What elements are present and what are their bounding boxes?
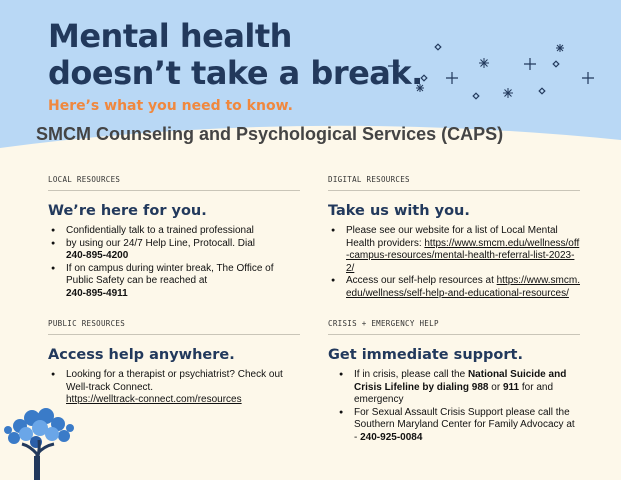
section-label: LOCAL RESOURCES <box>48 175 300 191</box>
local-resources-section <box>48 175 300 300</box>
digital-resources-section <box>328 175 580 300</box>
item-text: For Sexual Assault Crisis Support please call the Southern Maryland Center for Family Advocacy at - <box>354 406 575 443</box>
section-label: DIGITAL RESOURCES <box>328 175 580 191</box>
list-item <box>336 407 580 445</box>
item-text: Confidentially talk to a trained professional <box>66 225 254 236</box>
item-text: or <box>491 381 501 393</box>
list-item <box>48 238 300 263</box>
section-heading: We’re here for you. <box>48 203 207 219</box>
bullet-list <box>48 369 300 407</box>
phone-number[interactable]: 240-895-4911 <box>66 287 128 299</box>
list-item <box>48 225 300 238</box>
page-title <box>48 18 423 92</box>
section-label: PUBLIC RESOURCES <box>48 319 300 335</box>
title-line-1: Mental health <box>48 17 292 55</box>
list-item <box>48 263 300 301</box>
page-subtitle: Here’s what you need to know. <box>48 98 293 114</box>
referral-list-link[interactable]: https://www.smcm.edu/wellness/off-campus-resources/mental-health-referral-list-2023-2/ <box>346 237 580 274</box>
welltrack-link[interactable]: https://welltrack-connect.com/resources <box>66 394 242 405</box>
phone-number[interactable]: 240-895-4200 <box>66 250 129 261</box>
section-heading: Access help anywhere. <box>48 347 235 363</box>
crisis-help-section <box>328 319 580 444</box>
sparkle-icon <box>380 36 610 116</box>
item-text: Access our self-help resources at <box>346 275 494 286</box>
list-item <box>328 225 580 275</box>
bullet-list <box>328 369 580 444</box>
list-item <box>328 275 580 300</box>
item-text: Looking for a therapist or psychiatrist? Check out Well-track Connect. <box>66 369 283 393</box>
item-text: for and emergency <box>354 381 554 405</box>
section-heading: Take us with you. <box>328 203 470 219</box>
list-item <box>48 369 300 407</box>
item-text: If on campus during winter break, The Office of Public Safety can be reached at <box>66 262 274 286</box>
tree-logo-icon <box>0 404 78 480</box>
item-text: by using our 24/7 Help Line, Protocall. Dial <box>66 237 255 249</box>
item-text: If in crisis, please call the <box>354 369 466 380</box>
self-help-link[interactable]: https://www.smcm.edu/wellness/self-help-and-educational-resources/ <box>346 275 580 299</box>
list-item <box>336 369 580 407</box>
section-heading: Get immediate support. <box>328 347 523 363</box>
emergency-number[interactable]: 911 <box>502 381 520 393</box>
lifeline-text: National Suicide and Crisis Lifeline by dialing 988 <box>354 369 567 393</box>
item-text: Please see our website for a list of Local Mental Health providers: <box>346 225 558 249</box>
phone-number[interactable]: 240-925-0084 <box>360 431 423 443</box>
bullet-list <box>328 225 580 300</box>
org-name: SMCM Counseling and Psychological Services (CAPS) <box>36 124 504 144</box>
title-line-2: doesn’t take a break. <box>48 54 423 92</box>
section-label: CRISIS + EMERGENCY HELP <box>328 319 580 335</box>
public-resources-section <box>48 319 300 407</box>
snowflake-icon <box>416 44 564 98</box>
bullet-list <box>48 225 300 300</box>
